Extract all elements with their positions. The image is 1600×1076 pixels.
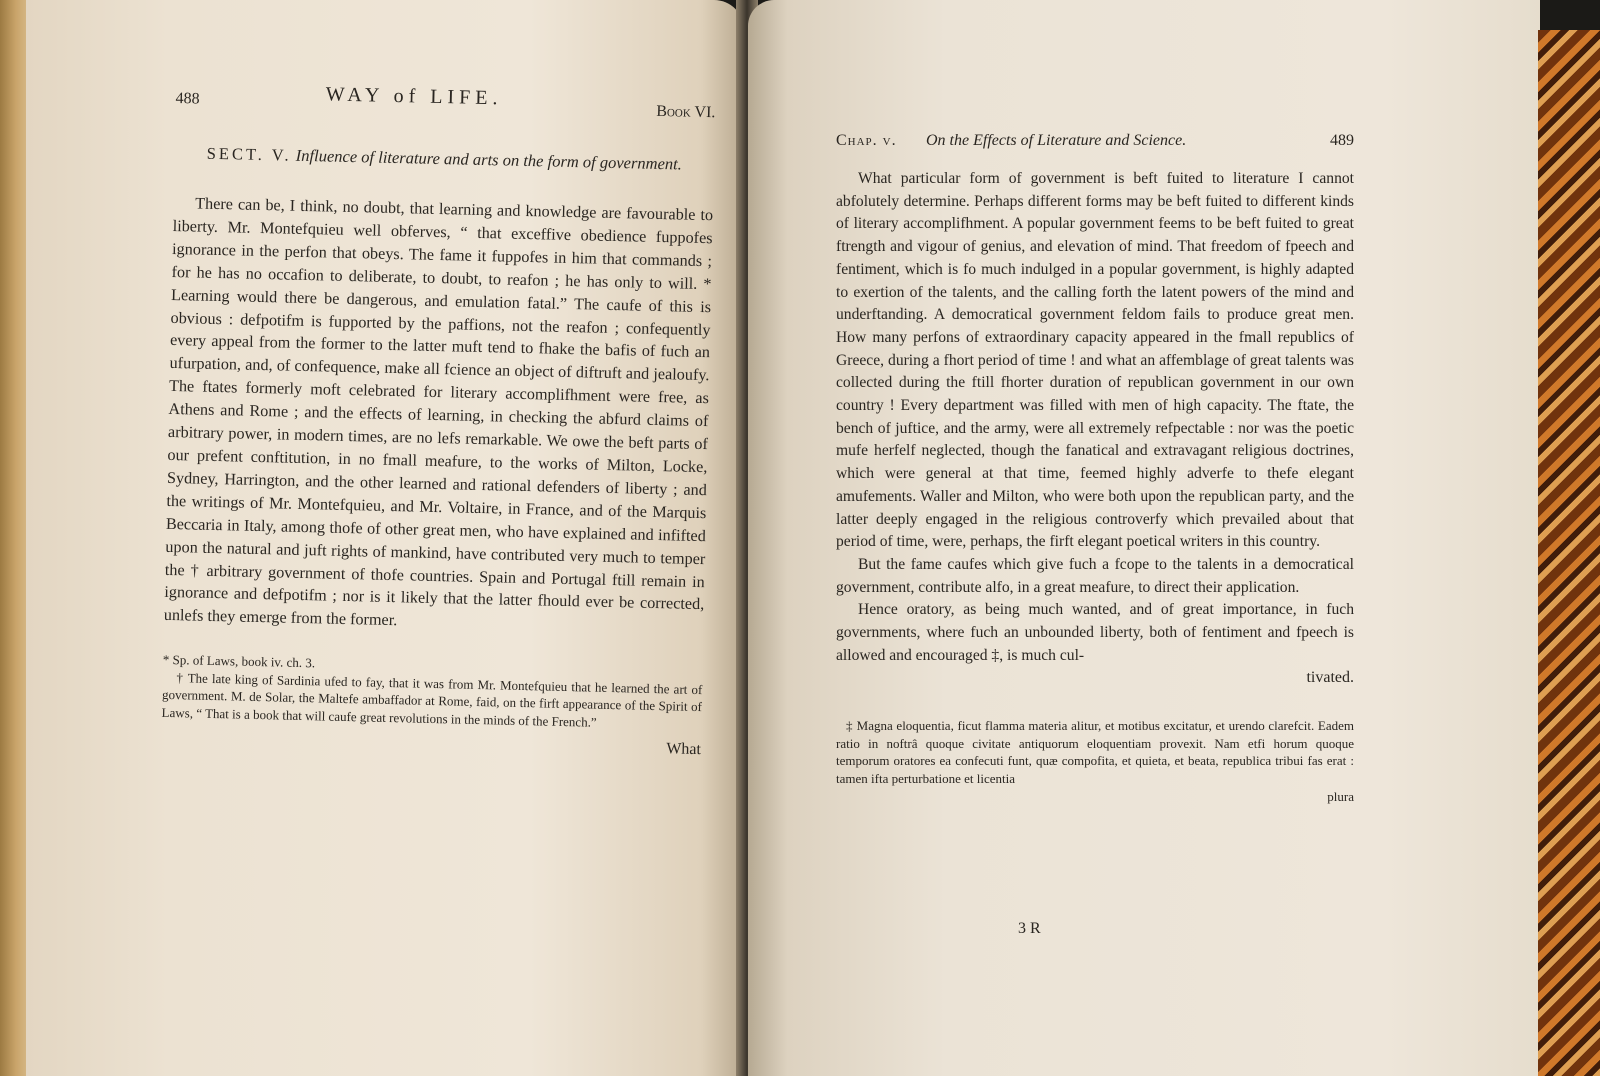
- left-running-head: [175, 80, 716, 132]
- left-page-number: 488: [175, 89, 200, 108]
- section-heading: [174, 142, 714, 176]
- footnote-eloquentia: ‡ Magna eloquentia, ficut flamma materia alitur, et motibus excitatur, et urendo clarefcit. Eadem ratio in noftrâ quoque civitate antiquorum eloquentiam provexit. Nam etfi horum quoque temporum oratores ea confecuti funt, quæ compofita, et quieta, et beata, republica tribui fas erat : tamen ifta perturbatione et licentia: [836, 718, 1354, 786]
- right-running-title: On the Effects of Literature and Science.: [926, 132, 1187, 149]
- left-footnotes: [161, 651, 702, 733]
- section-title: Influence of literature and arts on the form of government.: [295, 145, 683, 174]
- footnote-catchword: plura: [1327, 789, 1354, 805]
- left-running-title: WAY of LIFE.: [325, 83, 503, 110]
- left-page-content: [161, 80, 716, 759]
- right-footnotes: [836, 717, 1354, 805]
- printer-signature: 3 R: [1018, 920, 1041, 937]
- right-paragraph-1: What particular form of government is beft fuited to literature I cannot abfolutely determine. Perhaps different forms may be beft fuited to different kinds of literary accomplifhment. A popular government feems to be beft fuited to great ftrength and vigour of genius, and elevation of mind. That freedom of fpeech and fentiment, which is fo much indulged in a popular government, is highly adapted to exertion of the talents, and the calling forth the latent powers of the mind and underftanding. A democratical government feldom fails to produce great men. How many perfons of extraordinary capacity appeared in the fmall republics of Greece, during a fhort period of time ! and what an affemblage of great talents was collected during the ftill fhorter duration of republican government in our own country ! Every department was filled with men of high capacity. The ftate, the bench of juftice, and the army, were all extremely refpectable : nor was the poetic mufe herfelf neglected, though the fanatical and extravagant religious doctrines, which were general at that time, feemed highly adverfe to thefe elegant amufements. Waller and Milton, who were both upon the republican party, and the latter deeply engaged in the religious controverfy which prevailed about that period of time, were, perhaps, the firft elegant poetical writers in this country.: [836, 170, 1354, 551]
- left-page: [26, 0, 744, 1076]
- right-page: [748, 0, 1540, 1076]
- marbled-page-edge: [1538, 30, 1600, 1076]
- section-label: SECT. V.: [206, 143, 292, 165]
- left-body-paragraph: There can be, I think, no doubt, that learning and knowledge are favourable to liberty. Mr. Montefquieu well obferves, “ that exceffive obedience fuppofes ignorance in the perfon that obeys. The fame it fuppofes in him that commands ; for he has no occafion to deliberate, to doubt, to reafon ; he has only to will. * Learning would there be dangerous, and emulation fatal.” The caufe of this is obvious : defpotifm is fupported by the paffions, not the reafon ; confequently every appeal from the former to the latter muft tend to fhake the bafis of fuch an ufurpation, and, of confequence, make all fcience an object of diftruft and jealoufy. The ftates formerly moft celebrated for literary accomplifhment were free, as Athens and Rome ; and the effects of learning, in checking the abfurd claims of arbitrary power, in modern times, are no lefs remarkable. We owe the beft parts of our prefent conftitution, in no fmall meafure, to the works of Milton, Locke, Sydney, Harrington, and the other learned and rational defenders of liberty ; and the writings of Mr. Montefquieu, and Mr. Voltaire, in France, and of the Marquis Beccaria in Italy, among thofe of other great men, who have explained and infifted upon the natural and juft rights of mankind, have contributed very much to temper the † arbitrary government of thofe countries. Spain and Portugal ftill remain in ignorance and defpotifm ; nor is it likely that the latter fhould ever be corrected, unlefs they emerge from the former.: [163, 194, 714, 630]
- footnote-laws: * Sp. of Laws, book iv. ch. 3.: [162, 652, 316, 671]
- book-label: Book VI.: [656, 102, 716, 122]
- chapter-label: Chap. v.: [836, 132, 897, 149]
- left-catchword: What: [666, 740, 702, 759]
- right-page-content: [836, 132, 1354, 805]
- footnote-sardinia: † The late king of Sardinia ufed to fay, that it was from Mr. Montefquieu that he learned the art of government. M. de Solar, the Maltefe ambaffador at Rome, faid, on the firft appearance of the Spirit of Laws, “ That is a book that will caufe great revolutions in the minds of the French.”: [161, 669, 703, 730]
- right-paragraph-2: But the fame caufes which give fuch a fcope to the talents in a democratical government, contribute alfo, in a great meafure, to direct their application.: [836, 555, 1354, 596]
- right-catchword: tivated.: [1306, 669, 1354, 687]
- right-running-head: [836, 132, 1354, 162]
- right-paragraph-3: Hence oratory, as being much wanted, and of great importance, in fuch governments, where fuch an unbounded liberty, both of fentiment and fpeech is allowed and encouraged ‡, is much cul-: [836, 601, 1354, 664]
- right-page-number: 489: [1330, 132, 1354, 149]
